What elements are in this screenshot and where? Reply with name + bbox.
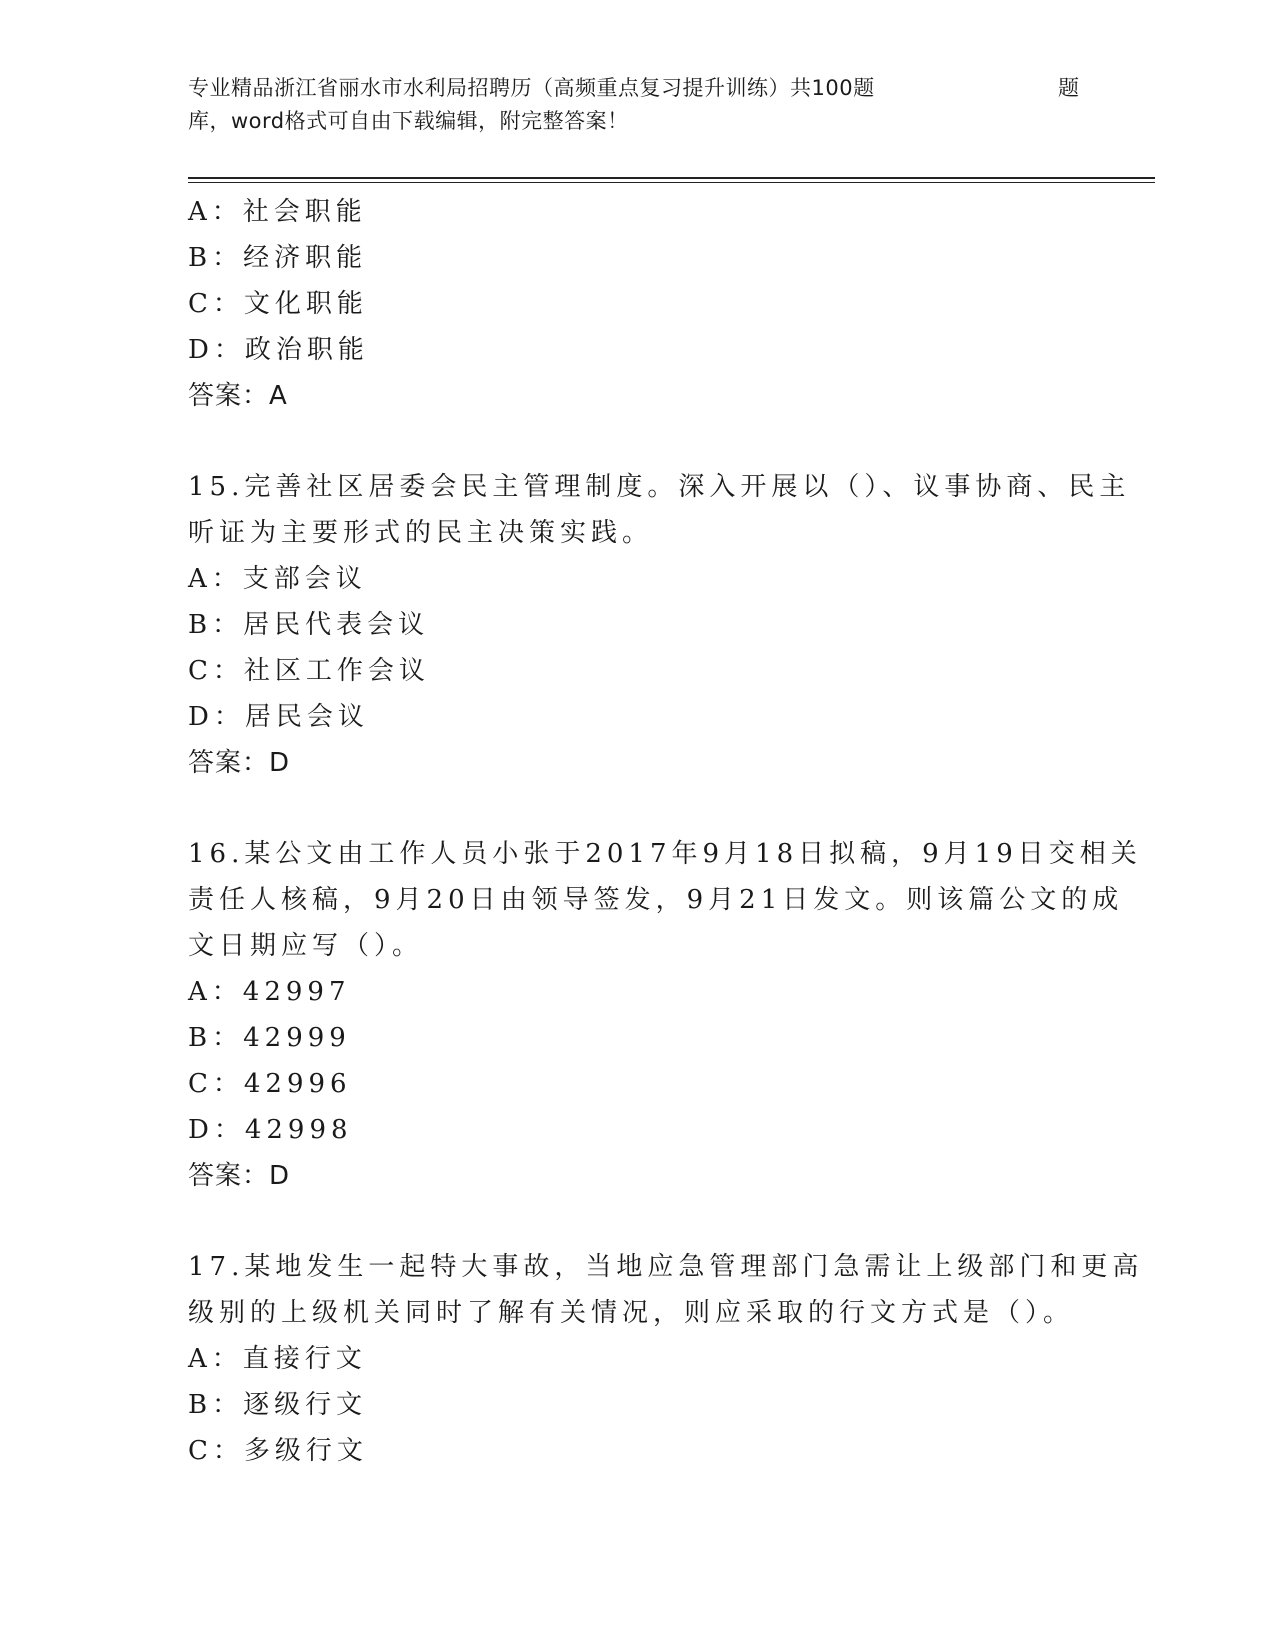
header-title-trail: 题 (1058, 76, 1080, 100)
option-c: C：42996 (188, 1069, 352, 1099)
question-16 (188, 831, 1142, 1199)
page-header (188, 72, 1088, 138)
option-b: B：经济职能 (188, 243, 368, 273)
option-d: D：42998 (188, 1115, 353, 1145)
question-17 (188, 1244, 1144, 1474)
option-c: C：社区工作会议 (188, 656, 430, 686)
option-d: D：政治职能 (188, 335, 369, 365)
question-text-line-2: 级别的上级机关同时了解有关情况，则应采取的行文方式是（）。 (188, 1298, 1075, 1328)
answer-line: 答案：A (188, 381, 288, 411)
question-text-line-1: 16.某公文由工作人员小张于2017年9月18日拟稿，9月19日交相关 (188, 839, 1142, 869)
answer-line: 答案：D (188, 748, 291, 778)
header-title: 专业精品浙江省丽水市水利局招聘历（高频重点复习提升训练）共100题 (188, 76, 875, 100)
option-c: C：多级行文 (188, 1436, 368, 1466)
question-text-line-1: 15.完善社区居委会民主管理制度。深入开展以（）、议事协商、民主 (188, 472, 1131, 502)
option-a: A：支部会议 (188, 564, 367, 594)
header-rule-thin (188, 182, 1155, 183)
question-15 (188, 464, 1131, 786)
spacer (188, 1199, 1088, 1244)
option-a: A：社会职能 (188, 197, 367, 227)
option-c: C：文化职能 (188, 289, 368, 319)
question-content (188, 189, 1144, 1474)
question-text-line-1: 17.某地发生一起特大事故，当地应急管理部门急需让上级部门和更高 (188, 1252, 1144, 1282)
spacer (188, 419, 1088, 464)
option-a: A：直接行文 (188, 1344, 367, 1374)
question-text-line-3: 文日期应写（）。 (188, 931, 424, 961)
option-b: B：42999 (188, 1023, 351, 1053)
header-line-1 (188, 72, 1088, 105)
header-rule-thick (188, 177, 1155, 179)
option-b: B：逐级行文 (188, 1390, 368, 1420)
option-d: D：居民会议 (188, 702, 369, 732)
question-text-line-2: 责任人核稿，9月20日由领导签发，9月21日发文。则该篇公文的成 (188, 885, 1124, 915)
option-b: B：居民代表会议 (188, 610, 430, 640)
spacer (188, 786, 1088, 831)
question-text-line-2: 听证为主要形式的民主决策实践。 (188, 518, 654, 548)
answer-line: 答案：D (188, 1161, 291, 1191)
header-line-2: 库，word格式可自由下载编辑，附完整答案！ (188, 109, 629, 133)
question-14-continued (188, 189, 1088, 419)
option-a: A：42997 (188, 977, 351, 1007)
